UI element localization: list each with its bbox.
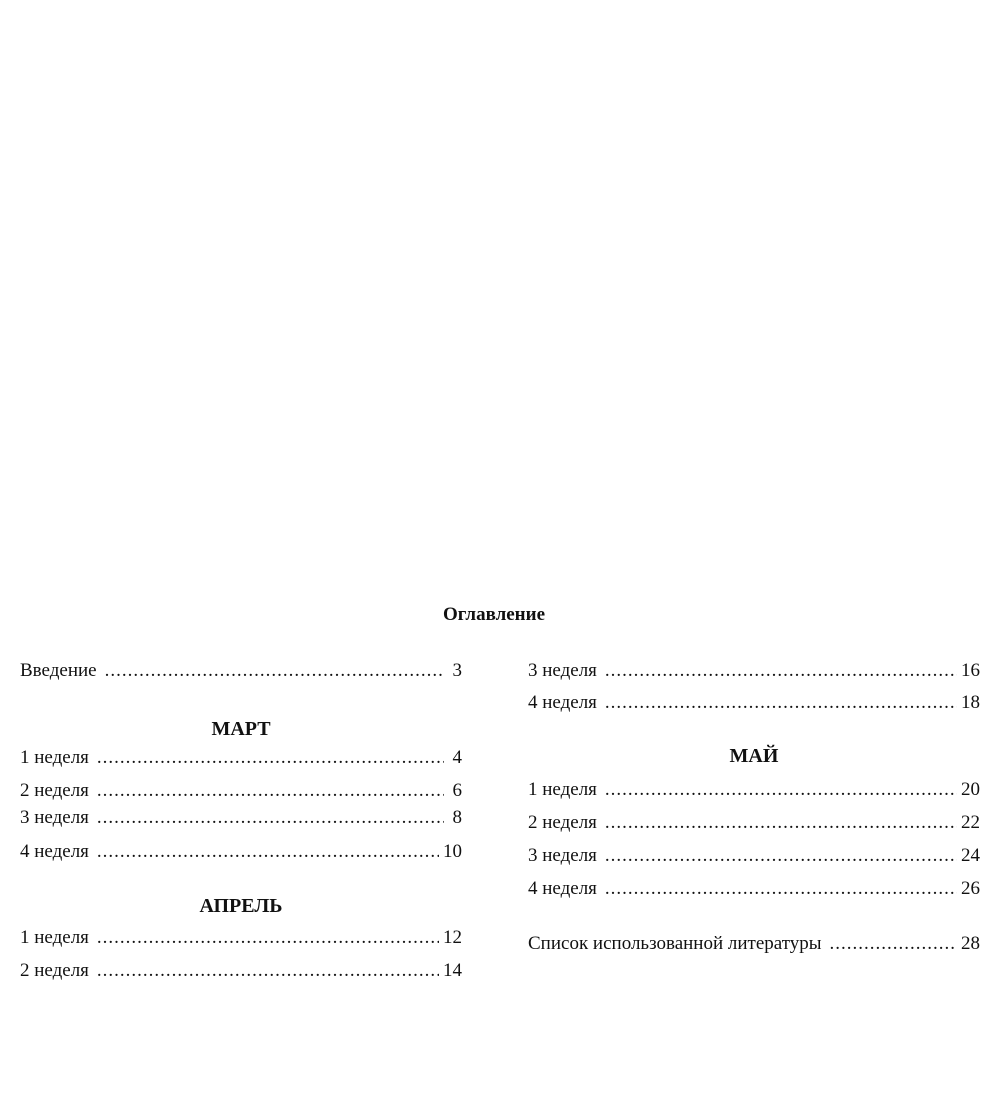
toc-entry-may-week-1[interactable] — [528, 778, 980, 802]
toc-entry-label: 4 неделя — [528, 692, 597, 713]
dot-leader — [97, 746, 444, 770]
dot-leader — [105, 659, 444, 683]
section-heading-april: АПРЕЛЬ — [199, 895, 283, 917]
toc-entry-page: 4 — [452, 747, 462, 768]
toc-entry-april-week-2[interactable] — [20, 959, 462, 983]
toc-entry-march-week-3[interactable] — [20, 806, 462, 830]
toc-entry-label: Список использованной литературы — [528, 933, 822, 954]
dot-leader — [605, 778, 957, 802]
section-heading-march: МАРТ — [211, 718, 271, 740]
toc-entry-label: 3 неделя — [528, 845, 597, 866]
toc-entry-label: 4 неделя — [20, 841, 89, 862]
toc-entry-label: 2 неделя — [20, 960, 89, 981]
page-title: Оглавление — [442, 604, 546, 625]
toc-entry-label: 1 неделя — [20, 927, 89, 948]
toc-entry-label: 3 неделя — [528, 660, 597, 681]
dot-leader — [97, 806, 444, 830]
section-heading-may: МАЙ — [729, 745, 779, 767]
toc-entry-intro[interactable] — [20, 659, 462, 683]
dot-leader — [830, 932, 957, 956]
toc-entry-page: 18 — [961, 692, 980, 713]
toc-entry-page: 28 — [961, 933, 980, 954]
toc-entry-page: 14 — [443, 960, 462, 981]
toc-entry-may-week-2[interactable] — [528, 811, 980, 835]
toc-entry-page: 22 — [961, 812, 980, 833]
toc-entry-label: 2 неделя — [528, 812, 597, 833]
toc-entry-may-week-4[interactable] — [528, 877, 980, 901]
toc-entry-page: 26 — [961, 878, 980, 899]
dot-leader — [605, 877, 957, 901]
dot-leader — [605, 691, 957, 715]
dot-leader — [97, 926, 439, 950]
dot-leader — [605, 844, 957, 868]
toc-entry-page: 16 — [961, 660, 980, 681]
toc-entry-page: 8 — [452, 807, 462, 828]
toc-entry-label: 4 неделя — [528, 878, 597, 899]
toc-entry-march-week-2[interactable] — [20, 779, 462, 803]
toc-entry-page: 10 — [443, 841, 462, 862]
toc-entry-label: 3 неделя — [20, 807, 89, 828]
dot-leader — [605, 811, 957, 835]
toc-entry-label: Введение — [20, 660, 97, 681]
toc-entry-page: 3 — [452, 660, 462, 681]
dot-leader — [605, 659, 957, 683]
toc-entry-label: 2 неделя — [20, 780, 89, 801]
toc-entry-bibliography[interactable] — [528, 932, 980, 956]
dot-leader — [97, 959, 439, 983]
toc-entry-may-week-3[interactable] — [528, 844, 980, 868]
toc-entry-page: 20 — [961, 779, 980, 800]
toc-entry-page: 12 — [443, 927, 462, 948]
toc-entry-label: 1 неделя — [20, 747, 89, 768]
toc-entry-april-week-3[interactable] — [528, 659, 980, 683]
toc-entry-april-week-4[interactable] — [528, 691, 980, 715]
toc-entry-march-week-1[interactable] — [20, 746, 462, 770]
toc-entry-page: 6 — [452, 780, 462, 801]
toc-entry-april-week-1[interactable] — [20, 926, 462, 950]
toc-entry-label: 1 неделя — [528, 779, 597, 800]
dot-leader — [97, 840, 439, 864]
toc-entry-page: 24 — [961, 845, 980, 866]
dot-leader — [97, 779, 444, 803]
toc-entry-march-week-4[interactable] — [20, 840, 462, 864]
